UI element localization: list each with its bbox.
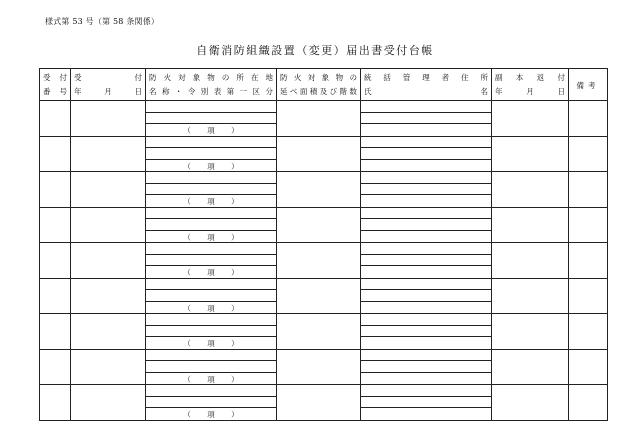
table-cell[interactable] [277, 385, 361, 421]
sub-field[interactable] [146, 148, 276, 160]
header-char: 在 [250, 73, 259, 82]
kou-label: （ 項 ） [183, 410, 239, 419]
header-text-line [43, 72, 67, 83]
kou-label: （ 項 ） [183, 197, 239, 206]
header-char: 付 [59, 73, 67, 82]
sub-field[interactable] [361, 195, 491, 207]
header-text-line [74, 86, 142, 97]
table-cell[interactable] [40, 136, 71, 172]
table-cell[interactable] [277, 278, 361, 314]
sub-field[interactable] [361, 326, 491, 338]
table-cell[interactable] [40, 101, 71, 137]
table-cell[interactable] [40, 278, 71, 314]
sub-field[interactable] [146, 219, 276, 231]
table-cell[interactable] [361, 207, 492, 243]
table-row [40, 243, 608, 279]
header-text-line [495, 86, 565, 97]
sub-field[interactable] [361, 148, 491, 160]
table-cell[interactable] [361, 243, 492, 279]
header-char: 所 [480, 73, 488, 82]
sub-field[interactable] [146, 266, 276, 278]
header-property-location [146, 69, 277, 101]
sub-field[interactable] [146, 408, 276, 420]
header-text-line [149, 86, 273, 97]
header-char: 物 [207, 73, 215, 82]
sub-field[interactable] [361, 219, 491, 231]
sub-field[interactable] [146, 279, 276, 291]
header-char: 年 [495, 87, 503, 96]
table-cell[interactable] [71, 243, 146, 279]
header-char: 統 [364, 73, 372, 82]
header-char: の [221, 73, 230, 82]
header-char: 本 [515, 73, 524, 82]
header-char: 防 [149, 73, 157, 82]
table-row [40, 172, 608, 208]
header-receipt-date [71, 69, 146, 101]
table-cell[interactable] [40, 243, 71, 279]
sub-field[interactable] [146, 124, 276, 136]
form-number: 様式第 53 号（第 58 条関係） [45, 17, 160, 26]
page-title: 自衛消防組織設置（変更）届出書受付台帳 [196, 44, 434, 57]
table-cell[interactable] [146, 101, 277, 137]
header-char: 月 [526, 87, 534, 96]
header-char: 所 [236, 73, 244, 82]
header-text-line [74, 72, 142, 83]
table-cell[interactable] [146, 243, 277, 279]
sub-field[interactable] [361, 101, 491, 113]
header-receipt-number [40, 69, 71, 101]
kou-label: （ 項 ） [183, 126, 239, 135]
table-cell[interactable] [71, 101, 146, 137]
header-char: び [329, 87, 338, 96]
table-cell[interactable] [40, 314, 71, 350]
table-cell[interactable] [277, 172, 361, 208]
table-cell[interactable] [569, 136, 608, 172]
table-cell[interactable] [71, 314, 146, 350]
header-char: 名 [480, 87, 488, 96]
header-char: 管 [402, 73, 411, 82]
sub-field[interactable] [361, 350, 491, 362]
table-row [40, 136, 608, 172]
kou-label: （ 項 ） [183, 339, 239, 348]
sub-field[interactable] [361, 124, 491, 136]
table-cell[interactable] [146, 314, 277, 350]
table-cell[interactable] [71, 385, 146, 421]
header-char: 理 [422, 73, 430, 82]
header-char: 令 [187, 87, 196, 96]
sub-field[interactable] [146, 350, 276, 362]
header-char: 受 [74, 73, 82, 82]
header-char: の [349, 73, 357, 82]
header-char: 付 [557, 73, 565, 82]
header-char: 住 [461, 73, 469, 82]
table-cell[interactable] [569, 278, 608, 314]
table-cell[interactable] [277, 101, 361, 137]
header-char: 副 [495, 73, 503, 82]
header-manager [361, 69, 492, 101]
header-text-line [43, 86, 67, 97]
table-cell[interactable] [361, 278, 492, 314]
header-char: 付 [134, 73, 142, 82]
header-char: 氏 [364, 87, 372, 96]
sub-field[interactable] [146, 326, 276, 338]
header-floor-area [277, 69, 361, 101]
header-char: 受 [43, 73, 51, 82]
kou-label: （ 項 ） [183, 374, 239, 384]
sub-field[interactable] [146, 290, 276, 302]
table-cell[interactable] [146, 136, 277, 172]
header-text-line [495, 72, 565, 83]
table-cell[interactable] [361, 349, 492, 385]
header-char: 者 [441, 73, 450, 82]
sub-field[interactable] [361, 137, 491, 149]
table-cell[interactable] [277, 136, 361, 172]
table-cell[interactable] [569, 172, 608, 208]
table-cell[interactable] [569, 207, 608, 243]
kou-label: （ 項 ） [183, 303, 239, 313]
sub-field[interactable] [146, 243, 276, 255]
sub-field[interactable] [361, 337, 491, 349]
header-char: 日 [134, 87, 142, 96]
header-char: 区 [252, 87, 260, 96]
kou-label: （ 項 ） [183, 232, 239, 242]
table-cell[interactable] [492, 207, 569, 243]
header-char: 象 [321, 73, 330, 82]
table-cell[interactable] [146, 207, 277, 243]
table-cell[interactable] [361, 314, 492, 350]
sub-field[interactable] [146, 184, 276, 196]
header-text-line [280, 86, 357, 97]
header-char: 積 [309, 87, 318, 96]
header-char: 第 [226, 87, 235, 96]
sub-field[interactable] [361, 243, 491, 255]
remarks-label: 備考 [576, 81, 600, 90]
sub-field[interactable] [146, 314, 276, 326]
sub-field[interactable] [146, 361, 276, 373]
sub-field[interactable] [361, 385, 491, 397]
header-char: 返 [536, 73, 545, 82]
table-cell[interactable] [277, 314, 361, 350]
sub-field[interactable] [146, 373, 276, 385]
table-cell[interactable] [71, 278, 146, 314]
table-cell[interactable] [40, 207, 71, 243]
sub-field[interactable] [146, 385, 276, 397]
table-cell[interactable] [492, 385, 569, 421]
header-char: 年 [74, 87, 82, 96]
table-cell[interactable] [40, 172, 71, 208]
table-cell[interactable] [569, 385, 608, 421]
header-text-line [364, 72, 488, 83]
sub-field[interactable] [146, 172, 276, 184]
sub-field[interactable] [361, 172, 491, 184]
sub-field[interactable] [361, 113, 491, 125]
table-row [40, 385, 608, 421]
header-char: 対 [307, 73, 316, 82]
ledger-table [39, 68, 608, 421]
sub-field[interactable] [146, 101, 276, 113]
header-char: 番 [43, 87, 51, 96]
header-char: べ [289, 87, 298, 96]
header-return-date [492, 69, 569, 101]
header-char: 面 [299, 87, 308, 96]
header-char: 括 [383, 73, 391, 82]
table-cell[interactable] [492, 172, 569, 208]
header-char: 名 [149, 87, 157, 96]
table-cell[interactable] [40, 385, 71, 421]
table-cell[interactable] [146, 349, 277, 385]
sub-field[interactable] [361, 184, 491, 196]
header-char: 日 [557, 87, 565, 96]
sub-field[interactable] [361, 255, 491, 267]
kou-label: （ 項 ） [183, 268, 239, 277]
header-char: 数 [349, 87, 357, 96]
header-char: 火 [163, 73, 172, 82]
header-char: 防 [280, 73, 288, 82]
table-cell[interactable] [492, 136, 569, 172]
table-row [40, 349, 608, 385]
sub-field[interactable] [146, 302, 276, 314]
header-char: 階 [339, 87, 348, 96]
table-cell[interactable] [492, 314, 569, 350]
header-text-line [280, 72, 357, 83]
table-cell[interactable] [492, 278, 569, 314]
header-char: 一 [239, 87, 248, 96]
table-cell[interactable] [569, 101, 608, 137]
kou-label: （ 項 ） [183, 161, 239, 171]
header-text-line [149, 72, 273, 83]
table-cell[interactable] [146, 172, 277, 208]
sub-field[interactable] [361, 361, 491, 373]
table-cell[interactable] [492, 243, 569, 279]
table-cell[interactable] [277, 207, 361, 243]
table-cell[interactable] [40, 349, 71, 385]
header-char: 及 [319, 87, 328, 96]
sub-field[interactable] [361, 160, 491, 172]
sub-field[interactable] [146, 137, 276, 149]
table-cell[interactable] [361, 172, 492, 208]
sub-field[interactable] [146, 208, 276, 220]
sub-field[interactable] [146, 397, 276, 409]
sub-field[interactable] [146, 255, 276, 267]
sub-field[interactable] [361, 408, 491, 420]
header-char: 号 [59, 87, 67, 96]
sub-field[interactable] [361, 314, 491, 326]
table-cell[interactable] [569, 243, 608, 279]
sub-field[interactable] [361, 231, 491, 243]
table-row [40, 101, 608, 137]
table-row [40, 314, 608, 350]
header-char: 月 [104, 87, 112, 96]
header-row [40, 69, 608, 101]
table-cell[interactable] [71, 136, 146, 172]
header-char: 別 [200, 87, 209, 96]
header-char: 象 [192, 73, 201, 82]
table-cell[interactable] [71, 349, 146, 385]
table-cell[interactable] [361, 101, 492, 137]
sub-field[interactable] [146, 113, 276, 125]
table-cell[interactable] [492, 349, 569, 385]
header-char: 物 [335, 73, 344, 82]
sub-field[interactable] [361, 208, 491, 220]
sub-field[interactable] [361, 302, 491, 314]
table-cell[interactable] [361, 136, 492, 172]
table-cell[interactable] [71, 172, 146, 208]
header-char: 火 [293, 73, 302, 82]
table-row [40, 207, 608, 243]
header-char: 延 [280, 87, 288, 96]
header-text-line [364, 86, 488, 97]
table-cell[interactable] [569, 314, 608, 350]
table-cell[interactable] [492, 101, 569, 137]
table-cell[interactable] [277, 349, 361, 385]
table-row [40, 278, 608, 314]
header-char: 地 [265, 73, 273, 82]
header-char: 称 [161, 87, 170, 96]
sub-field[interactable] [361, 397, 491, 409]
sub-field[interactable] [146, 337, 276, 349]
sub-field[interactable] [146, 160, 276, 172]
sub-field[interactable] [146, 195, 276, 207]
sub-field[interactable] [361, 266, 491, 278]
sub-field[interactable] [361, 279, 491, 291]
sub-field[interactable] [361, 373, 491, 385]
table-cell[interactable] [146, 385, 277, 421]
header-char: 表 [213, 87, 222, 96]
table-cell[interactable] [146, 278, 277, 314]
sub-field[interactable] [361, 290, 491, 302]
header-char: 分 [265, 87, 273, 96]
header-char: 対 [178, 73, 186, 82]
header-char: ・ [174, 87, 183, 96]
table-cell[interactable] [277, 243, 361, 279]
table-cell[interactable] [569, 349, 608, 385]
sub-field[interactable] [146, 231, 276, 243]
table-cell[interactable] [361, 385, 492, 421]
header-remarks [569, 69, 608, 101]
table-cell[interactable] [71, 207, 146, 243]
